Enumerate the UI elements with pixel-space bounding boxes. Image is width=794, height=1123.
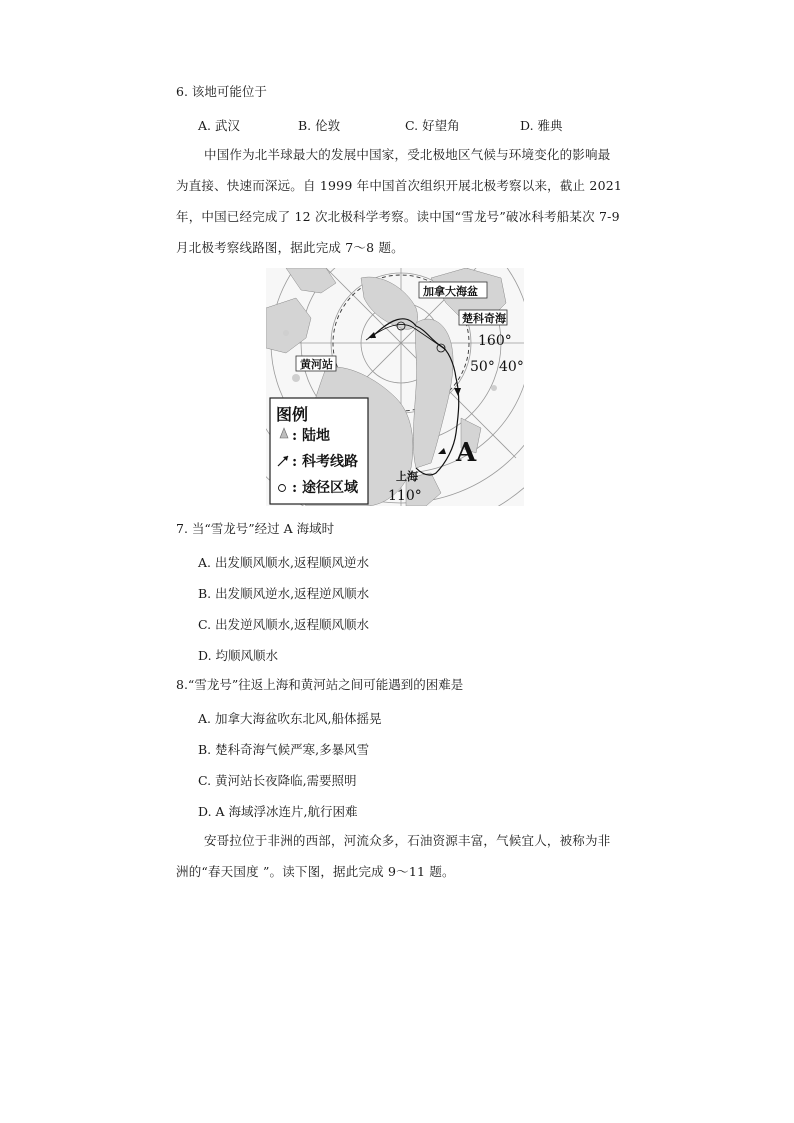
q8-option-c: C. 黄河站长夜降临,需要照明 <box>198 773 357 788</box>
q8-stem: 8.“雪龙号”往返上海和黄河站之间可能遇到的困难是 <box>176 677 464 692</box>
label-point-a: A <box>456 438 477 468</box>
q6-stem: 6. 该地可能位于 <box>176 84 267 99</box>
label-50-degrees: 50° <box>470 359 495 375</box>
label-chukchi-sea: 楚科奇海 <box>462 312 506 325</box>
q7-option-c: C. 出发逆风顺水,返程顺风顺水 <box>198 617 370 632</box>
label-160-degrees: 160° <box>478 333 512 349</box>
legend-item-region: : 途径区域 <box>292 480 359 496</box>
q6-option-d: D. 雅典 <box>520 118 563 133</box>
intro1-line-2: 为直接、快速而深远。自 1999 年中国首次组织开展北极考察以来，截止 2021 <box>176 178 623 193</box>
q6-option-a: A. 武汉 <box>198 118 240 133</box>
intro1-line-1: 中国作为北半球最大的发展中国家，受北极地区气候与环境变化的影响最 <box>204 147 611 162</box>
map-legend <box>270 398 368 504</box>
q8-option-d: D. A 海域浮冰连片,航行困难 <box>198 804 358 819</box>
arctic-route-map <box>266 268 524 506</box>
label-110-degrees: 110° <box>388 488 422 504</box>
legend-item-land: : 陆地 <box>292 428 331 444</box>
q8-option-a: A. 加拿大海盆吹东北风,船体摇晃 <box>198 711 382 726</box>
intro2-line-2: 洲的“春天国度 ”。读下图，据此完成 9～11 题。 <box>176 864 455 879</box>
q6-option-b: B. 伦敦 <box>298 118 341 133</box>
q7-option-a: A. 出发顺风顺水,返程顺风逆水 <box>198 555 369 570</box>
legend-title: 图例 <box>276 405 309 424</box>
q8-option-b: B. 楚科奇海气候严寒,多暴风雪 <box>198 742 370 757</box>
q7-stem: 7. 当“雪龙号”经过 A 海域时 <box>176 521 335 536</box>
label-shanghai: 上海 <box>396 470 418 483</box>
q7-option-b: B. 出发顺风逆水,返程逆风顺水 <box>198 586 370 601</box>
label-40-degrees: 40° <box>499 359 524 375</box>
q7-option-d: D. 均顺风顺水 <box>198 648 279 663</box>
intro2-line-1: 安哥拉位于非洲的西部，河流众多，石油资源丰富，气候宜人，被称为非 <box>204 833 611 848</box>
intro1-line-3: 年，中国已经完成了 12 次北极科学考察。读中国“雪龙号”破冰科考船某次 7-9 <box>176 209 620 224</box>
legend-item-route: : 科考线路 <box>292 454 359 470</box>
intro1-line-4: 月北极考察线路图，据此完成 7～8 题。 <box>176 240 404 255</box>
label-huanghe-station: 黄河站 <box>300 358 333 371</box>
map-graphic <box>266 268 524 506</box>
label-canada-basin: 加拿大海盆 <box>423 285 478 298</box>
q6-option-c: C. 好望角 <box>405 118 460 133</box>
